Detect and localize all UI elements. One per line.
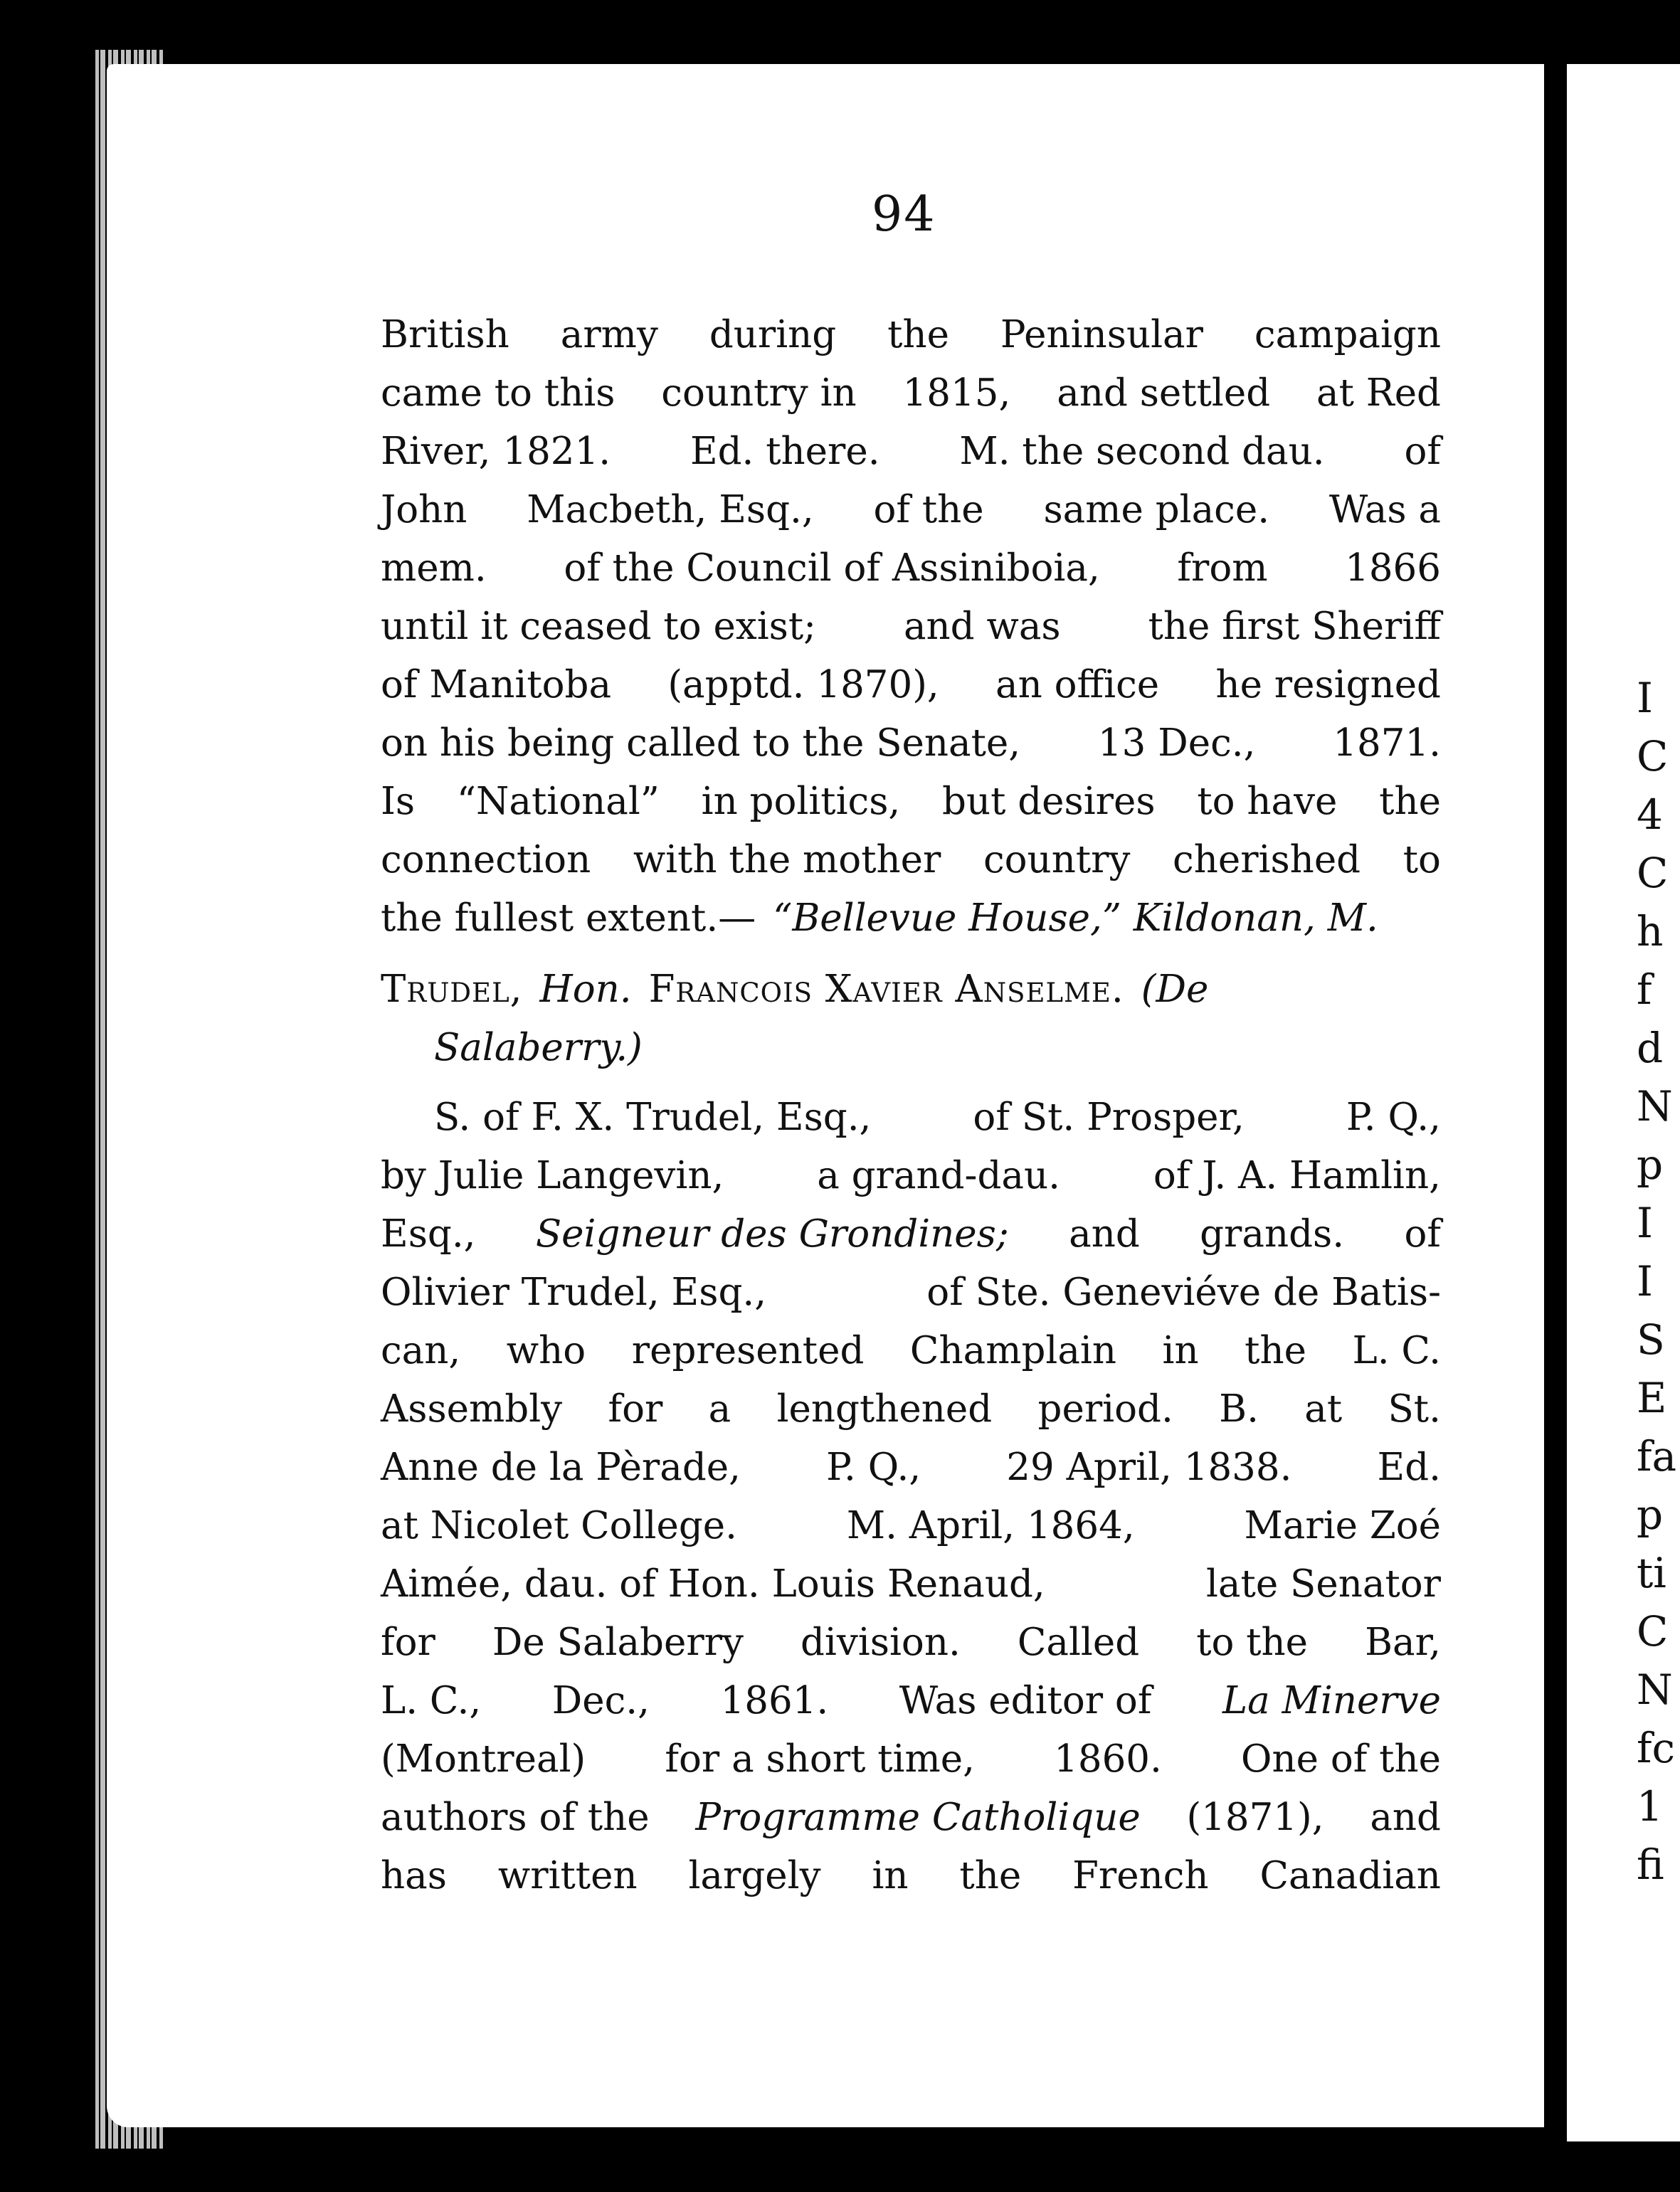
text-segment: Bar, [1365,1621,1441,1664]
text-line-final [381,889,1441,948]
address-italic: “Bellevue House,” Kildonan, M. [773,896,1378,940]
text-segment: the first Sheriff [1148,605,1441,648]
text-segment: the fullest extent.— [381,896,756,940]
fragment: h [1637,907,1664,955]
text-segment: S. of F. X. Trudel, Esq., [434,1096,872,1139]
heading-riding-end: Salaberry.) [434,1026,643,1069]
text-line [381,539,1441,598]
heading-line [381,960,1441,1019]
text-segment: of [1404,1212,1441,1256]
word: campaign [1254,313,1441,356]
text-segment: came to this [381,371,616,415]
text-segment: and [1370,1796,1441,1839]
text-line [381,423,1441,481]
text-segment: M. the second dau. [959,430,1325,473]
fragment: ti [1637,1549,1666,1597]
text-segment: (apptd. 1870), [667,663,939,706]
fragment: I [1637,1257,1653,1306]
paragraph-2 [381,1089,1441,1905]
text-segment: with the mother [633,838,941,881]
word: has [381,1854,447,1897]
text-segment: cherished [1173,838,1361,881]
text-line [381,1439,1441,1497]
fragment: fa [1637,1432,1677,1481]
heading-riding-start: (De [1141,968,1209,1011]
text-segment: 1861. [720,1679,829,1722]
text-line [381,1847,1441,1905]
text-line [381,1730,1441,1789]
word: Champlain [909,1329,1117,1372]
text-segment: 29 April, 1838. [1006,1446,1292,1489]
word: written [497,1854,638,1897]
text-segment: Called [1017,1621,1140,1664]
text-segment: of the Council of Assiniboia, [564,546,1100,590]
italic-title: Seigneur des Grondines; [535,1212,1009,1256]
text-segment: at Red [1316,371,1441,415]
word: period. [1037,1387,1173,1431]
text-segment: De Salaberry [492,1621,744,1664]
text-segment: Anne de la Pèrade, [381,1446,741,1489]
text-line [381,1205,1441,1264]
text-segment: country in [661,371,857,415]
text-segment: P. Q., [826,1446,921,1489]
word: in [1162,1329,1199,1372]
text-segment: Ed. there. [690,430,880,473]
text-segment: of [1404,430,1441,473]
text-segment: and was [903,605,1061,648]
word: Assembly [381,1387,563,1431]
word: St. [1388,1387,1441,1431]
text-line [381,1672,1441,1730]
text-segment: authors of the [381,1796,650,1839]
text-line [381,1555,1441,1614]
fragment: I [1637,1199,1653,1247]
fragment: d [1637,1024,1664,1072]
text-segment: One of the [1241,1737,1441,1781]
word: British [381,313,509,356]
text-segment: Was a [1328,488,1441,531]
paragraph-1 [381,306,1441,948]
text-segment: L. C., [381,1679,482,1722]
text-line [381,364,1441,423]
fragment: fc [1637,1724,1675,1772]
text-segment: late Senator [1205,1562,1441,1606]
text-segment: John [381,488,467,531]
fragment: 1 [1637,1782,1663,1831]
word: in [872,1854,909,1897]
text-segment: until it ceased to exist; [381,605,817,648]
text-segment: from [1177,546,1268,590]
text-line [381,1264,1441,1322]
word: the [1245,1329,1306,1372]
text-segment: Is [381,780,416,823]
text-segment: (1871), [1186,1796,1324,1839]
text-line [381,1789,1441,1847]
word: who [506,1329,586,1372]
text-line [381,773,1441,831]
text-segment: for [381,1621,435,1664]
word: can, [381,1329,461,1372]
text-segment: country [983,838,1131,881]
text-segment: of the [873,488,984,531]
fragment: fi [1637,1841,1664,1889]
word: army [560,313,658,356]
text-segment: Macbeth, Esq., [527,488,814,531]
word: for [608,1387,663,1431]
text-segment: 1871. [1333,721,1441,765]
word: Canadian [1259,1854,1441,1897]
text-line [381,1147,1441,1205]
text-line [381,656,1441,714]
heading-line [381,1019,1441,1077]
entry-heading [381,960,1441,1077]
fragment: C [1637,732,1669,780]
text-line [381,306,1441,364]
text-segment: Marie Zoé [1244,1504,1441,1547]
word: the [959,1854,1022,1897]
text-segment: M. April, 1864, [846,1504,1135,1547]
text-segment: mem. [381,546,487,590]
text-segment: of Ste. Geneviéve de Batis- [926,1271,1441,1314]
heading-surname: Trudel, [381,968,523,1011]
fragment: p [1637,1491,1664,1539]
text-line [381,1322,1441,1380]
text-segment: he resigned [1215,663,1441,706]
text-segment: 1815, [902,371,1011,415]
text-segment: 1866 [1345,546,1441,590]
text-segment: Aimée, dau. of Hon. Louis Renaud, [381,1562,1045,1606]
adjacent-page-gutter [1558,64,1567,2141]
text-line [381,714,1441,773]
text-line [381,1089,1441,1147]
fragment: S [1637,1315,1665,1364]
fragment: I [1637,674,1653,722]
fragment: N [1637,1666,1673,1714]
text-segment: (Montreal) [381,1737,586,1781]
text-segment: grands. [1200,1212,1345,1256]
text-segment: P. Q., [1346,1096,1441,1139]
heading-names: Francois Xavier Anselme. [648,968,1124,1011]
text-segment: Ed. [1377,1446,1441,1489]
text-segment: same place. [1043,488,1270,531]
heading-title: Hon. [539,968,632,1011]
text-line [381,1380,1441,1439]
fragment: 4 [1637,790,1663,839]
page-text [381,306,1441,1905]
text-segment: to [1402,838,1441,881]
word: Peninsular [1000,313,1203,356]
adjacent-page-text-fragments [1637,669,1680,1894]
text-segment: “National” [456,780,660,823]
fragment: p [1637,1140,1664,1189]
text-line [381,598,1441,656]
word: represented [631,1329,865,1372]
text-segment: the [1379,780,1441,823]
word: French [1072,1854,1209,1897]
text-segment: an office [995,663,1160,706]
italic-title: Programme Catholique [695,1796,1141,1839]
text-segment: Esq., [381,1212,476,1256]
text-segment: Olivier Trudel, Esq., [381,1271,767,1314]
text-segment: to have [1197,780,1338,823]
text-segment: division. [800,1621,961,1664]
text-segment: and [1069,1212,1140,1256]
text-segment: Was editor of [899,1679,1152,1722]
text-segment: River, 1821. [381,430,611,473]
word: the [887,313,949,356]
text-segment: Dec., [551,1679,650,1722]
text-segment: to the [1196,1621,1309,1664]
text-line [381,481,1441,539]
text-segment: of J. A. Hamlin, [1153,1154,1441,1197]
text-segment: of St. Prosper, [973,1096,1245,1139]
text-line [381,1497,1441,1555]
text-segment: on his being called to the Senate, [381,721,1021,765]
page-number: 94 [872,186,936,243]
fragment: f [1637,965,1652,1014]
text-line [381,831,1441,889]
fragment: C [1637,849,1669,897]
fragment: E [1637,1374,1667,1422]
fragment: C [1637,1607,1669,1656]
word: lengthened [776,1387,993,1431]
text-line [381,1614,1441,1672]
fragment: N [1637,1082,1673,1131]
word: at [1304,1387,1343,1431]
text-segment: at Nicolet College. [381,1504,737,1547]
text-segment: of Manitoba [381,663,612,706]
word: during [709,313,837,356]
word: a [708,1387,731,1431]
word: B. [1219,1387,1259,1431]
italic-title: La Minerve [1222,1679,1441,1722]
text-segment: for a short time, [665,1737,975,1781]
text-segment: but desires [942,780,1156,823]
text-segment: in politics, [701,780,901,823]
text-segment: by Julie Langevin, [381,1154,724,1197]
text-segment: and settled [1057,371,1271,415]
text-segment: 13 Dec., [1097,721,1256,765]
text-segment: a grand-dau. [817,1154,1060,1197]
word: largely [688,1854,821,1897]
text-segment: 1860. [1054,1737,1162,1781]
word: L. C. [1352,1329,1441,1372]
text-segment: connection [381,838,591,881]
